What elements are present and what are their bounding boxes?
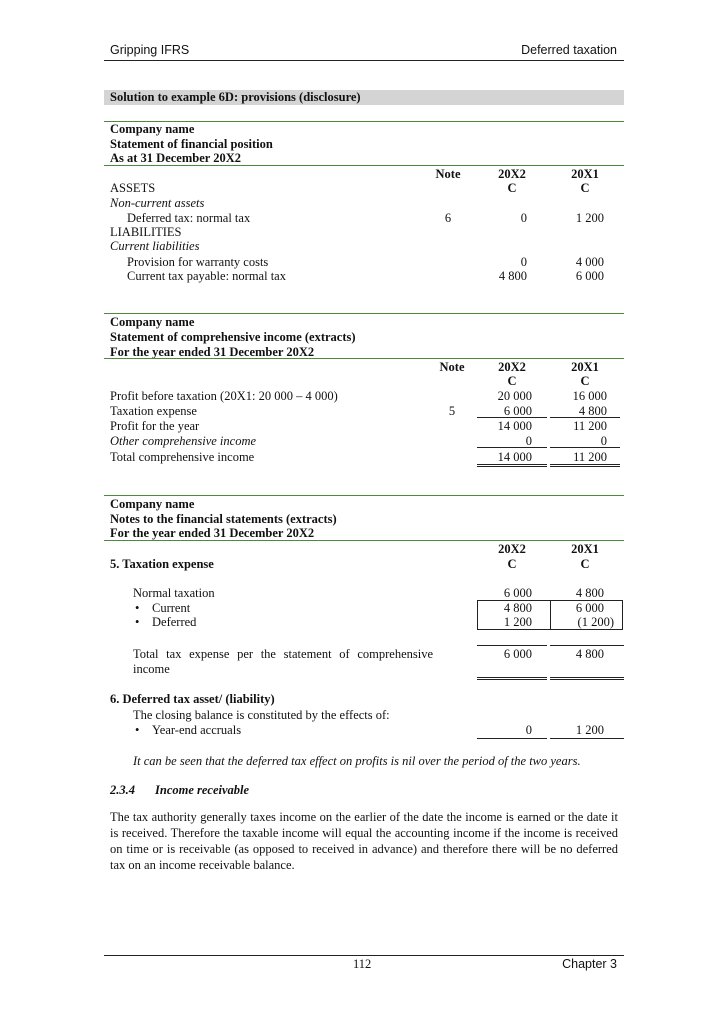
sci-title: Statement of comprehensive income (extracts) [110,330,356,344]
sci-row-note: 5 [448,404,456,418]
note5-row-value-a: 1 200 [503,615,532,629]
note6-rule-b [550,738,624,739]
sfp-year-b: 20X1 [571,167,599,181]
sfp-row-label: Provision for warranty costs [127,255,269,269]
note5-row-label: Normal taxation [133,586,215,600]
note5-total-rule-a [477,677,547,680]
note5-total-label: Total tax expense per the statement of comprehensive [133,647,433,661]
notes-date: For the year ended 31 December 20X2 [110,526,315,540]
note5-row-label: Deferred [152,615,197,629]
note5-total-value-a: 6 000 [503,647,532,661]
notes-currency-a: C [507,557,517,571]
sci-year-b: 20X1 [571,360,599,374]
sfp-row-value-b: 6 000 [575,269,604,283]
section-number: 2.3.4 [110,783,135,797]
notes-year-b: 20X1 [571,542,599,556]
note6-title: 6. Deferred tax asset/ (liability) [110,692,275,706]
sfp-company: Company name [110,122,195,136]
sci-top-rule [104,313,624,314]
note5-total-label-cont: income [133,662,170,676]
sci-row-value-b: 16 000 [572,389,607,403]
sci-row-value-b: 11 200 [573,419,607,433]
sci-grand-rule-b [550,464,620,467]
sci-row-label: Profit before taxation (20X1: 20 000 – 4 000) [110,389,338,403]
sfp-row-note: 6 [444,211,452,225]
sfp-row-label: Current tax payable: normal tax [127,269,286,283]
sfp-date: As at 31 December 20X2 [110,151,241,165]
note6-intro: The closing balance is constituted by the effects of: [133,708,390,722]
note6-row-value-b: 1 200 [575,723,604,737]
sfp-row-value-b: 1 200 [575,211,604,225]
sfp-row-value-a: 0 [520,211,527,225]
sci-row-value-b: 0 [600,434,607,448]
sci-row-value-a: 6 000 [503,404,532,418]
observation-text: It can be seen that the deferred tax effect on profits is nil over the period of the two years. [133,754,581,768]
footer-chapter: Chapter 3 [562,957,617,971]
header-rule [104,60,624,61]
note5-total-top-rule-a [477,645,547,646]
sci-note-header: Note [439,360,465,374]
sfp-assets-label: ASSETS [110,181,156,195]
sci-subtotal-rule-b [550,417,620,418]
note5-row-value-b: (1 200) [577,615,614,629]
sci-date: For the year ended 31 December 20X2 [110,345,315,359]
footer-rule [104,955,624,956]
sci-company: Company name [110,315,195,329]
sfp-header-rule [104,165,624,166]
notes-top-rule [104,495,624,496]
sci-row-label: Taxation expense [110,404,197,418]
note5-total-rule-b [550,677,624,680]
note6-row-value-a: 0 [525,723,532,737]
sci-row-value-b: 11 200 [573,450,607,464]
sci-header-rule [104,358,624,359]
sfp-year-a: 20X2 [498,167,526,181]
sfp-cl-label: Current liabilities [110,239,200,253]
notes-year-a: 20X2 [498,542,526,556]
page-number: 112 [353,957,372,971]
note6-row-label: Year-end accruals [152,723,242,737]
sfp-title: Statement of financial position [110,137,273,151]
header-right: Deferred taxation [521,43,617,57]
sci-row-value-a: 0 [525,434,532,448]
sfp-currency-b: C [580,181,590,195]
note5-title: 5. Taxation expense [110,557,214,571]
sci-total-rule-b [550,447,620,448]
notes-company: Company name [110,497,195,511]
sfp-row-value-b: 4 000 [575,255,604,269]
note6-rule-a [477,738,547,739]
sci-row-label: Profit for the year [110,419,200,433]
sci-row-label: Total comprehensive income [110,450,255,464]
sci-total-rule-a [477,447,547,448]
note5-row-value-b: 6 000 [575,601,604,615]
sfp-nca-label: Non-current assets [110,196,205,210]
sfp-row-value-a: 4 800 [498,269,527,283]
notes-currency-b: C [580,557,590,571]
note5-total-top-rule-b [550,645,624,646]
sci-grand-rule-a [477,464,547,467]
bullet-icon: • [135,615,140,629]
section-title: Income receivable [155,783,250,797]
sci-row-value-a: 14 000 [497,419,532,433]
sci-row-value-a: 20 000 [497,389,532,403]
sci-subtotal-rule-a [477,417,547,418]
sfp-row-value-a: 0 [520,255,527,269]
notes-header-rule [104,540,624,541]
note5-total-value-b: 4 800 [575,647,604,661]
sfp-note-header: Note [435,167,461,181]
sci-row-value-b: 4 800 [578,404,607,418]
sfp-row-label: Deferred tax: normal tax [127,211,251,225]
note5-row-value-a: 4 800 [503,601,532,615]
note5-row-value-a: 6 000 [503,586,532,600]
note5-row-value-b: 4 800 [575,586,604,600]
sci-row-value-a: 14 000 [497,450,532,464]
sci-currency-b: C [580,374,590,388]
bullet-icon: • [135,601,140,615]
bullet-icon: • [135,723,140,737]
solution-title: Solution to example 6D: provisions (disclosure) [110,90,361,104]
sfp-liabilities-label: LIABILITIES [110,225,182,239]
sci-currency-a: C [507,374,517,388]
sfp-currency-a: C [507,181,517,195]
header-left: Gripping IFRS [110,43,190,57]
note5-row-label: Current [152,601,191,615]
notes-title: Notes to the financial statements (extracts) [110,512,337,526]
sci-row-label: Other comprehensive income [110,434,257,448]
body-paragraph: The tax authority generally taxes income on the earlier of the date the income is earned or the date it is received. Therefore the taxable income will equal the accounting income if the income is received on time or is receivable (as opposed to received in advance) and therefore there will be no deferred tax on an income receivable balance. [110,810,618,872]
sci-year-a: 20X2 [498,360,526,374]
